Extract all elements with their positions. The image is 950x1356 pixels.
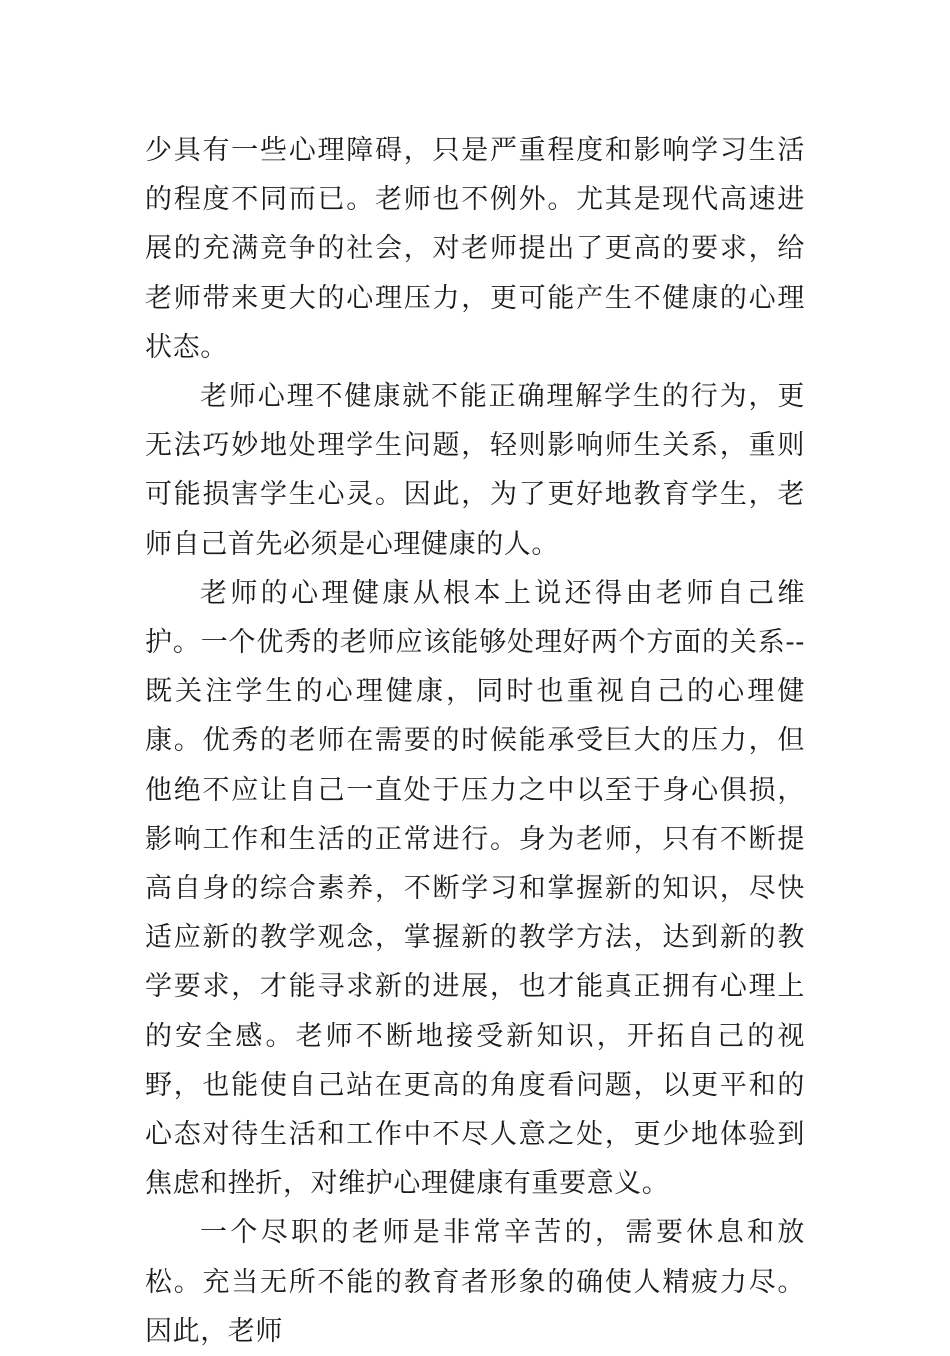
paragraph-continuation: 少具有一些心理障碍，只是严重程度和影响学习生活的程度不同而已。老师也不例外。尤其是现代高速进展的充满竞争的社会，对老师提出了更高的要求，给老师带来更大的心理压力，更可能产生不健康的心理状态。 [145, 135, 805, 363]
paragraph: 老师的心理健康从根本上说还得由老师自己维护。一个优秀的老师应该能够处理好两个方面的关系--既关注学生的心理健康，同时也重视自己的心理健康。优秀的老师在需要的时候能承受巨大的压力，但他绝不应让自己一直处于压力之中以至于身心俱损，影响工作和生活的正常进行。身为老师，只有不断提高自身的综合素养，不断学习和掌握新的知识，尽快适应新的教学观念，掌握新的教学方法，达到新的教学要求，才能寻求新的进展，也才能真正拥有心理上的安全感。老师不断地接受新知识，开拓自己的视野，也能使自己站在更高的角度看问题，以更平和的心态对待生活和工作中不尽人意之处，更少地体验到焦虑和挫折，对维护心理健康有重要意义。 [145, 577, 805, 1200]
paragraph: 老师心理不健康就不能正确理解学生的行为，更无法巧妙地处理学生问题，轻则影响师生关系，重则可能损害学生心灵。因此，为了更好地教育学生，老师自己首先必须是心理健康的人。 [145, 381, 805, 560]
document-body [145, 126, 805, 1356]
paragraph: 一个尽职的老师是非常辛苦的，需要休息和放松。充当无所不能的教育者形象的确使人精疲力尽。因此，老师 [145, 1217, 805, 1347]
